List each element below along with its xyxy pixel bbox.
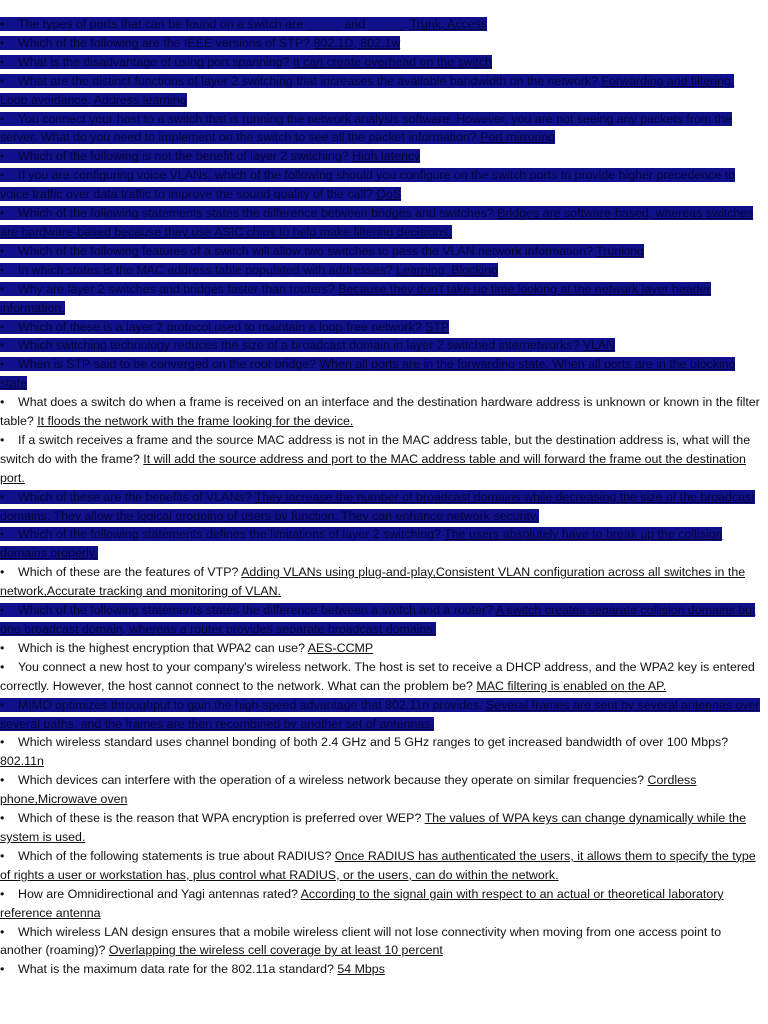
bullet-icon: • bbox=[0, 395, 5, 410]
highlighted-text bbox=[0, 112, 732, 145]
plain-text bbox=[0, 773, 696, 806]
answer-text: AES-CCMP bbox=[307, 640, 374, 655]
question-text: What is the disadvantage of using port spanning? bbox=[18, 54, 290, 69]
highlighted-text bbox=[0, 338, 615, 352]
question-text: Which of these is a layer 2 protocol used to maintain a loop-free network? bbox=[18, 319, 422, 334]
question-text: If you are configuring voice VLANs, which of the following should you configure on the switch ports to provide higher precedence to voice traffic over data traffic to improve the sound quality of the call? bbox=[0, 168, 736, 202]
question-text: Which devices can interfere with the operation of a wireless network because they operate on similar frequencies? bbox=[18, 773, 645, 788]
question-text: What are the distinct functions of layer 2 switching that increases the available bandwidth on the network? bbox=[18, 73, 598, 88]
question-item bbox=[0, 110, 762, 148]
question-text: Which of these are the features of VTP? bbox=[18, 565, 239, 580]
question-text: How are Omnidirectional and Yagi antennas rated? bbox=[18, 886, 298, 901]
question-item bbox=[0, 355, 762, 393]
answer-text: The users absolutely have to break up the collision domains properly. bbox=[0, 527, 723, 561]
question-item bbox=[0, 53, 762, 72]
highlighted-text bbox=[0, 244, 644, 258]
highlighted-text bbox=[0, 17, 487, 31]
answer-text: It floods the network with the frame looking for the device. bbox=[37, 414, 354, 429]
bullet-icon: • bbox=[0, 319, 5, 334]
question-item bbox=[0, 72, 762, 110]
bullet-icon: • bbox=[0, 111, 5, 126]
question-text: Which of the following statements states the difference between a switch and a router? bbox=[18, 603, 494, 618]
question-item bbox=[0, 639, 762, 658]
answer-text: Port mirroring bbox=[480, 130, 556, 145]
bullet-icon: • bbox=[0, 54, 5, 69]
question-item bbox=[0, 601, 762, 639]
question-text: What does a switch do when a frame is received on an interface and the destination hardware address is unknown or known in the filter table? bbox=[0, 395, 760, 429]
bullet-icon: • bbox=[0, 35, 5, 50]
plain-text bbox=[0, 925, 721, 958]
bullet-icon: • bbox=[0, 848, 5, 863]
highlighted-text bbox=[0, 74, 734, 107]
highlighted-text bbox=[0, 206, 753, 239]
question-item bbox=[0, 847, 762, 885]
question-item bbox=[0, 280, 762, 318]
question-item bbox=[0, 733, 762, 771]
question-item bbox=[0, 525, 762, 563]
bullet-icon: • bbox=[0, 432, 5, 447]
plain-text bbox=[0, 641, 373, 655]
question-text: Which of these are the benefits of VLANs? bbox=[18, 489, 252, 504]
plain-text bbox=[0, 565, 745, 598]
bullet-icon: • bbox=[0, 603, 5, 618]
plain-text bbox=[0, 849, 756, 882]
question-item bbox=[0, 563, 762, 601]
question-text: Which switching technology reduces the size of a broadcast domain in layer 2 switched internetworks? bbox=[18, 338, 580, 353]
bullet-icon: • bbox=[0, 659, 5, 674]
bullet-icon: • bbox=[0, 773, 5, 788]
question-text: The types of ports that can be found on a switch are _____ and _____. bbox=[18, 17, 407, 31]
question-text: You connect your host to a switch that is running the network analysis software. However, you are not seeing any packets from the server. What do you need to implement on the switch to see all the packet information? bbox=[0, 111, 732, 145]
answer-text: MAC filtering is enabled on the AP. bbox=[476, 678, 667, 693]
answer-text: Forwarding and filtering, Loop avoidance, Address learning bbox=[0, 73, 735, 107]
highlighted-text bbox=[0, 149, 420, 163]
question-text: Which of the following statements defines the limitations of layer 2 switching? bbox=[18, 527, 441, 542]
question-text: Which of the following features of a switch will allow two switches to pass the VLAN network information? bbox=[18, 243, 594, 258]
question-item bbox=[0, 166, 762, 204]
bullet-icon: • bbox=[0, 527, 5, 542]
plain-text bbox=[0, 887, 724, 920]
answer-text: VLAN bbox=[582, 338, 616, 353]
answer-text: 802.11n bbox=[0, 754, 44, 769]
bullet-icon: • bbox=[0, 697, 5, 712]
question-text: Which of the following is not the benefit of layer 2 switching? bbox=[18, 149, 349, 164]
answer-text: 802.1D, 802.1w bbox=[313, 35, 401, 50]
question-text: Which of the following statements is true about RADIUS? bbox=[18, 848, 332, 863]
answer-text: A switch creates separate collision domains but one broadcast domain, whereas a router provides separate broadcast domains. bbox=[0, 603, 756, 636]
plain-text bbox=[0, 660, 755, 693]
plain-text bbox=[0, 395, 760, 428]
question-text: Which of the following are the IEEE versions of STP? bbox=[18, 35, 311, 50]
answer-text: Because they don't take up time looking at the network layer header information. bbox=[0, 281, 711, 315]
answer-text: High latency bbox=[352, 149, 421, 164]
question-text: Which of these is the reason that WPA encryption is preferred over WEP? bbox=[18, 811, 422, 826]
answer-text: Adding VLANs using plug-and-play,Consistent VLAN configuration across all switches in the network,Accurate tracking and monitoring of VLAN. bbox=[0, 565, 746, 599]
question-item bbox=[0, 15, 762, 34]
answer-text: Several frames are sent by several antennas over several paths, and the frames are then recombined by another set of antennas. bbox=[0, 697, 760, 731]
bullet-icon: • bbox=[0, 338, 5, 353]
answer-text: They increase the number of broadcast domains while decreasing the size of the broadcast domains. They allow the logical grouping of users by function. They can enhance network security. bbox=[0, 489, 755, 523]
question-item bbox=[0, 960, 762, 979]
answer-text: It can create overhead on the switch bbox=[292, 54, 492, 69]
question-item bbox=[0, 147, 762, 166]
question-item bbox=[0, 336, 762, 355]
question-text: Which wireless standard uses channel bonding of both 2.4 GHz and 5 GHz ranges to get increased bandwidth of over 100 Mbps? bbox=[18, 735, 729, 750]
answer-text: Cordless phone,Microwave oven bbox=[0, 773, 697, 807]
question-item bbox=[0, 658, 762, 696]
bullet-icon: • bbox=[0, 243, 5, 258]
highlighted-text bbox=[0, 357, 735, 390]
question-text: Which is the highest encryption that WPA2 can use? bbox=[18, 640, 305, 655]
answer-text: STP bbox=[425, 319, 450, 334]
bullet-icon: • bbox=[0, 735, 5, 750]
question-item bbox=[0, 431, 762, 488]
question-item bbox=[0, 204, 762, 242]
question-item bbox=[0, 488, 762, 526]
highlighted-text bbox=[0, 263, 498, 277]
highlighted-text bbox=[0, 527, 722, 560]
answer-text: 54 Mbps bbox=[337, 962, 385, 977]
answer-text: Trunk, Access bbox=[409, 17, 488, 31]
bullet-icon: • bbox=[0, 149, 5, 164]
answer-text: It will add the source address and port to the MAC address table and will forward the frame out the destination port. bbox=[0, 451, 746, 485]
answer-text: Trunking bbox=[596, 243, 645, 258]
bullet-icon: • bbox=[0, 924, 5, 939]
question-text: What is the maximum data rate for the 802.11a standard? bbox=[18, 962, 334, 977]
question-item bbox=[0, 771, 762, 809]
answer-text: According to the signal gain with respect to an actual or theoretical laboratory reference antenna bbox=[0, 886, 724, 920]
plain-text bbox=[0, 433, 750, 485]
bullet-icon: • bbox=[0, 886, 5, 901]
bullet-icon: • bbox=[0, 281, 5, 296]
question-item bbox=[0, 318, 762, 337]
answer-text: The values of WPA keys can change dynamically while the system is used. bbox=[0, 811, 746, 844]
bullet-icon: • bbox=[0, 168, 5, 183]
question-item bbox=[0, 261, 762, 280]
question-item bbox=[0, 393, 762, 431]
answer-text: When all ports are in the forwarding state, When all ports are in the blocking state bbox=[0, 357, 736, 391]
question-item bbox=[0, 696, 762, 734]
highlighted-text bbox=[0, 698, 760, 731]
question-item bbox=[0, 242, 762, 261]
bullet-icon: • bbox=[0, 206, 5, 221]
bullet-icon: • bbox=[0, 73, 5, 88]
answer-text: Overlapping the wireless cell coverage by at least 10 percent bbox=[108, 943, 443, 958]
question-text: MIMO optimizes throughput to gain the high-speed advantage that 802.11n provides. bbox=[18, 697, 483, 712]
bullet-icon: • bbox=[0, 565, 5, 580]
plain-text bbox=[0, 962, 385, 976]
question-text: In which states is the MAC address table populated with addresses? bbox=[18, 262, 393, 277]
question-item bbox=[0, 885, 762, 923]
answer-text: QoS bbox=[376, 187, 402, 202]
answer-text: Learning, Blocking bbox=[396, 262, 499, 277]
highlighted-text bbox=[0, 320, 449, 334]
question-text: If a switch receives a frame and the source MAC address is not in the MAC address table, but the destination address is, what will the switch do with the frame? bbox=[0, 432, 751, 466]
highlighted-text bbox=[0, 36, 400, 50]
plain-text bbox=[0, 811, 746, 844]
bullet-icon: • bbox=[0, 640, 5, 655]
bullet-icon: • bbox=[0, 17, 5, 31]
highlighted-text bbox=[0, 603, 755, 636]
bullet-icon: • bbox=[0, 262, 5, 277]
question-item bbox=[0, 923, 762, 961]
highlighted-text bbox=[0, 490, 755, 523]
question-text: When is STP said to be converged on the root bridge? bbox=[18, 357, 317, 372]
bullet-icon: • bbox=[0, 811, 5, 826]
highlighted-text bbox=[0, 168, 735, 201]
question-text: Which of the following statements states the difference between bridges and switches? bbox=[18, 206, 494, 221]
question-text: Why are layer 2 switches and bridges faster than routers? bbox=[18, 281, 335, 296]
question-text: You connect a new host to your company's wireless network. The host is set to receive a DHCP address, and the WPA2 key is entered correctly. However, the host cannot connect to the network. What can the problem be? bbox=[0, 659, 755, 693]
bullet-icon: • bbox=[0, 489, 5, 504]
question-text: Which wireless LAN design ensures that a mobile wireless client will not lose connectivity when moving from one access point to another (roaming)? bbox=[0, 924, 722, 958]
question-item bbox=[0, 34, 762, 53]
plain-text bbox=[0, 735, 728, 768]
bullet-icon: • bbox=[0, 962, 5, 977]
answer-text: Once RADIUS has authenticated the users, it allows them to specify the type of rights a user or workstation has, plus control what RADIUS, or the users, can do within the network. bbox=[0, 848, 756, 882]
question-item bbox=[0, 809, 762, 847]
highlighted-text bbox=[0, 55, 492, 69]
highlighted-text bbox=[0, 282, 711, 315]
answer-text: Bridges are software-based, whereas switches are hardware-based because they use ASIC chips to help make filtering decisions. bbox=[0, 206, 754, 239]
bullet-icon: • bbox=[0, 357, 5, 372]
